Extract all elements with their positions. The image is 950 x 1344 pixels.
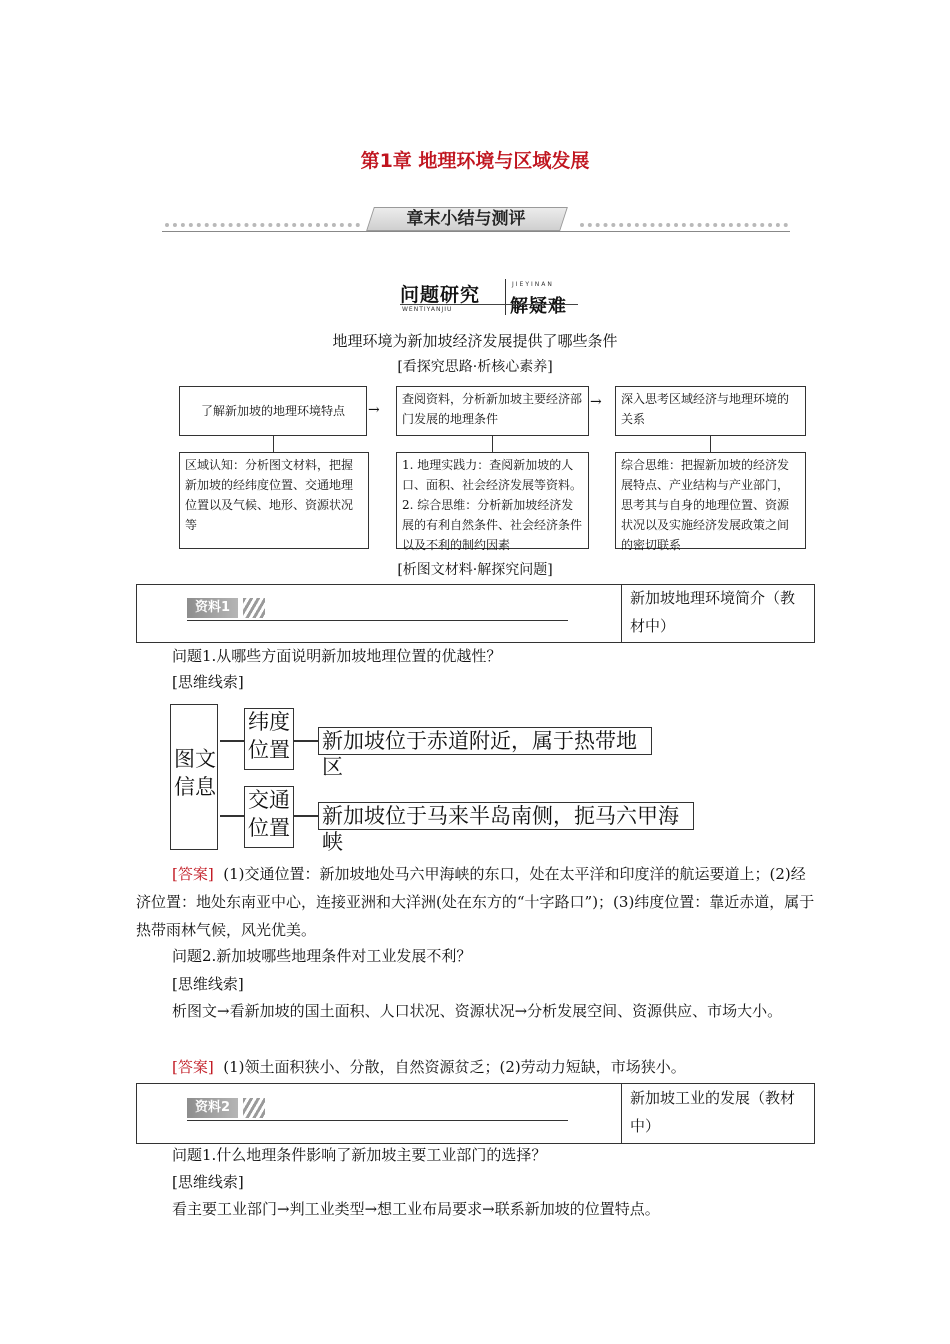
section-pinyin-right: JIEYINAN	[512, 281, 554, 288]
mindmap-branch-2: 交通位置	[248, 788, 290, 840]
q1-clue-label: [思维线索]	[172, 673, 244, 691]
chapter-title: 第1章 地理环境与区域发展	[360, 150, 590, 172]
mindmap-branch-2-text: 新加坡位于马来半岛南侧，扼马六甲海峡	[318, 802, 694, 830]
summary-banner: 章末小结与测评	[406, 209, 526, 229]
section-divider	[505, 279, 506, 315]
resource-1-underline	[187, 620, 568, 621]
flow-top-3: 深入思考区域经济与地理环境的关系	[615, 386, 806, 436]
arrow-right-icon: →	[368, 402, 380, 418]
flow-bottom-3: 综合思维：把握新加坡的经济发展特点、产业结构与产业部门，思考其与自身的地理位置、资源状况以及实施经济发展政策之间的密切联系	[615, 452, 806, 549]
q1-answer: (1)交通位置：新加坡地处马六甲海峡的东口，处在太平洋和印度洋的航运要道上；(2)经济位置：地处东南亚中心，连接亚洲和大洋洲(处在东方的“十字路口”)；(3)纬度位置：靠近赤道，属于热带雨林气候，风光优美。	[136, 865, 815, 939]
section-rule	[400, 304, 578, 305]
mindmap-connector	[294, 815, 318, 817]
mindmap-root: 图文信息	[174, 747, 216, 799]
flow-connector	[710, 436, 711, 452]
flow-bottom-2: 1. 地理实践力：查阅新加坡的人口、面积、社会经济发展等资料。 2. 综合思维：分析新加坡经济发展的有利自然条件、社会经济条件以及不利的制约因素	[396, 452, 589, 549]
banner-dots-left	[165, 223, 360, 231]
section-label-right: 解疑难	[510, 296, 567, 317]
q2-clue: 析图文→看新加坡的国土面积、人口状况、资源状况→分析发展空间、资源供应、市场大小。	[172, 1002, 783, 1020]
flow-top-2: 查阅资料，分析新加坡主要经济部门发展的地理条件	[396, 386, 589, 436]
q2-clue-label: [思维线索]	[172, 975, 244, 993]
banner-rule	[162, 231, 790, 232]
q1-question: 问题1.从哪些方面说明新加坡地理位置的优越性？	[172, 647, 502, 665]
banner-dots-right	[580, 223, 788, 231]
mindmap-branch-1-text: 新加坡位于赤道附近，属于热带地区	[318, 727, 652, 755]
bracket-heading-2: [析图文材料·解探究问题]	[397, 562, 553, 578]
bracket-heading-1: [看探究思路·析核心素养]	[397, 359, 553, 375]
q2-answer: (1)领土面积狭小、分散，自然资源贫乏；(2)劳动力短缺，市场狭小。	[223, 1058, 686, 1076]
mindmap-branch-1: 纬度位置	[248, 710, 290, 762]
q3-clue: 看主要工业部门→判工业类型→想工业布局要求→联系新加坡的位置特点。	[172, 1200, 660, 1218]
mindmap-connector	[220, 815, 244, 817]
resource-2-label: 资料2	[187, 1098, 238, 1118]
flow-connector	[273, 436, 274, 452]
resource-1-label: 资料1	[187, 598, 238, 618]
q3-clue-label: [思维线索]	[172, 1173, 244, 1191]
q2-answer-label: [答案]	[172, 1058, 214, 1076]
section-pinyin-left: WENTIYANJIU	[402, 306, 453, 313]
flow-connector	[492, 436, 493, 452]
resource-2-underline	[187, 1120, 568, 1121]
flow-bottom-1: 区域认知：分析图文材料，把握新加坡的经纬度位置、交通地理位置以及气候、地形、资源状况等	[179, 452, 369, 549]
resource-1-note: 新加坡地理环境简介（教材中）	[630, 589, 796, 635]
resource-1-stripes	[243, 598, 265, 618]
mindmap-connector	[294, 740, 318, 742]
q3-question: 问题1.什么地理条件影响了新加坡主要工业部门的选择？	[172, 1146, 547, 1164]
mindmap-connector	[220, 740, 244, 742]
q2-question: 问题2.新加坡哪些地理条件对工业发展不利？	[172, 947, 472, 965]
resource-2-stripes	[243, 1098, 265, 1118]
resource-1-divider	[621, 584, 622, 643]
flow-top-1: 了解新加坡的地理环境特点	[179, 386, 367, 436]
q1-answer-paragraph	[136, 860, 816, 944]
arrow-right-icon: →	[590, 394, 602, 410]
resource-2-divider	[621, 1083, 622, 1144]
q2-answer-paragraph	[136, 1053, 816, 1081]
q1-answer-label: [答案]	[172, 865, 214, 883]
section-label-left: 问题研究	[400, 284, 481, 306]
resource-2-note: 新加坡工业的发展（教材中）	[630, 1089, 796, 1135]
question-title: 地理环境为新加坡经济发展提供了哪些条件	[332, 332, 618, 350]
